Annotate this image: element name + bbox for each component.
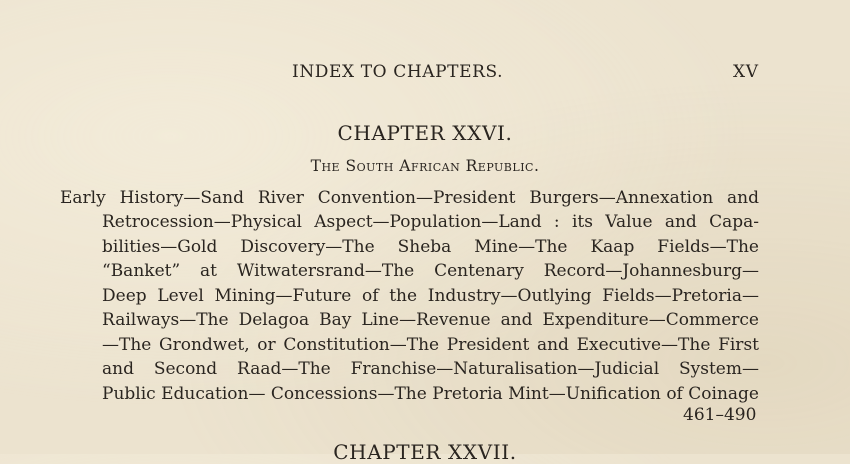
contents-line: bilities—Gold Discovery—The Sheba Mine—The Kaap Fields—The bbox=[102, 237, 759, 257]
running-head bbox=[0, 62, 850, 88]
contents-line: Public Education— Concessions—The Pretoria Mint—Unification of Coinage bbox=[102, 384, 759, 404]
next-chapter-heading: CHAPTER XXVII. bbox=[333, 440, 517, 464]
page-range: 461–490 bbox=[683, 405, 757, 425]
contents-line: Early History—Sand River Convention—President Burgers—Annexation and bbox=[60, 188, 759, 208]
contents-line: Railways—The Delagoa Bay Line—Revenue and Expenditure—Commerce bbox=[102, 310, 759, 330]
contents-line: and Second Raad—The Franchise—Naturalisation—Judicial System— bbox=[102, 359, 759, 379]
chapter-heading: CHAPTER XXVI. bbox=[337, 121, 513, 145]
contents-line: Retrocession—Physical Aspect—Population—Land : its Value and Capa- bbox=[102, 212, 759, 232]
contents-line: Deep Level Mining—Future of the Industry—Outlying Fields—Pretoria— bbox=[102, 286, 759, 306]
contents-line: “Banket” at Witwatersrand—The Centenary Record—Johannesburg— bbox=[102, 261, 759, 281]
page-number: XV bbox=[733, 62, 759, 82]
chapter-subtitle: The South African Republic. bbox=[310, 157, 540, 175]
contents-line: —The Grondwet, or Constitution—The President and Executive—The First bbox=[102, 335, 759, 355]
running-title: INDEX TO CHAPTERS. bbox=[292, 62, 504, 82]
